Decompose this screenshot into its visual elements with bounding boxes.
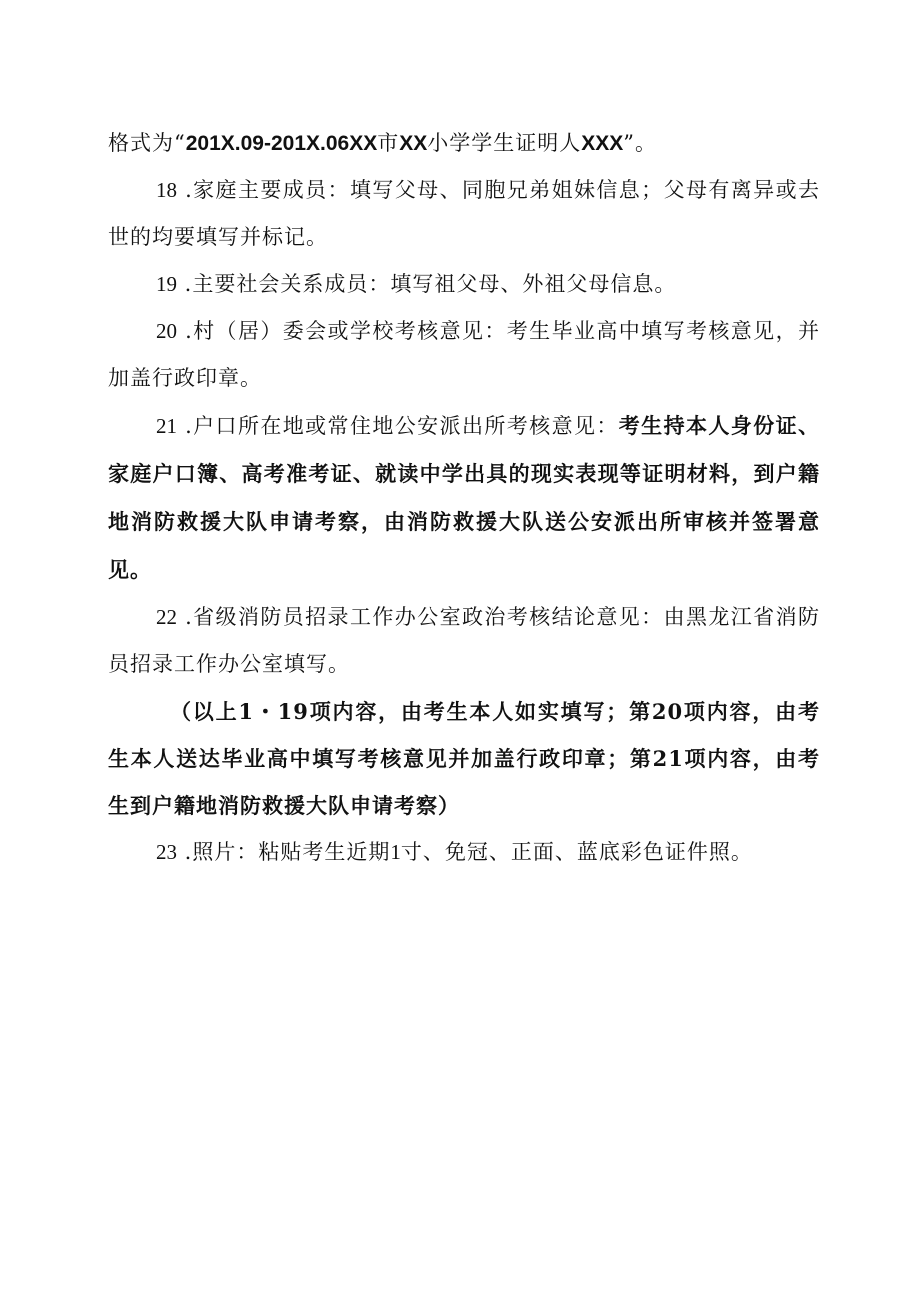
item-21-number: 21 xyxy=(156,414,177,438)
item-20 xyxy=(108,308,820,402)
format-xx: XX xyxy=(399,132,428,155)
format-text-b: 市 xyxy=(377,131,400,155)
item-18-text: .家庭主要成员：填写父母、同胞兄弟姐妹信息；父母有离异或去世的均要填写并标记。 xyxy=(108,178,820,249)
item-23-number: 23 xyxy=(156,840,177,864)
format-xxx: XXX xyxy=(581,132,624,155)
item-21-bold-text: 考生持本人身份证、家庭户口簿、高考准考证、就读中学出具的现实表现等证明材料，到户籍地消防救援大队申请考察，由消防救援大队送公安派出所审核并签署意见。 xyxy=(108,413,820,582)
format-text-d: ”。 xyxy=(623,131,658,155)
summary-note: （以上1・19项内容，由考生本人如实填写；第20项内容，由考生本人送达毕业高中填写考核意见并加盖行政印章；第21项内容，由考生到户籍地消防救援大队申请考察） xyxy=(108,699,820,818)
format-code: 201X.09-201X.06XX xyxy=(185,132,378,155)
format-text-a: 格式为“ xyxy=(108,131,186,155)
format-text-c: 小学学生证明人 xyxy=(427,131,582,155)
item-18 xyxy=(108,167,820,261)
item-22 xyxy=(108,594,820,688)
item-21-text: .户口所在地或常住地公安派出所考核意见： xyxy=(177,414,619,438)
item-19-number: 19 xyxy=(156,272,177,296)
item-22-text: .省级消防员招录工作办公室政治考核结论意见：由黑龙江省消防员招录工作办公室填写。 xyxy=(108,605,820,676)
item-21 xyxy=(108,402,820,594)
item-19 xyxy=(108,261,820,308)
paragraph-format xyxy=(108,120,820,167)
item-23-text-b: 寸、免冠、正面、蓝底彩色证件照。 xyxy=(400,840,753,864)
item-19-text: .主要社会关系成员：填写祖父母、外祖父母信息。 xyxy=(177,272,677,296)
item-20-number: 20 xyxy=(156,319,177,343)
item-23 xyxy=(108,829,820,876)
item-18-number: 18 xyxy=(156,178,177,202)
item-23-text-a: .照片：粘贴考生近期 xyxy=(177,840,391,864)
item-20-text: .村（居）委会或学校考核意见：考生毕业高中填写考核意见，并加盖行政印章。 xyxy=(108,319,820,390)
document-page xyxy=(108,120,820,876)
item-23-size: 1 xyxy=(390,840,401,864)
item-22-number: 22 xyxy=(156,605,177,629)
